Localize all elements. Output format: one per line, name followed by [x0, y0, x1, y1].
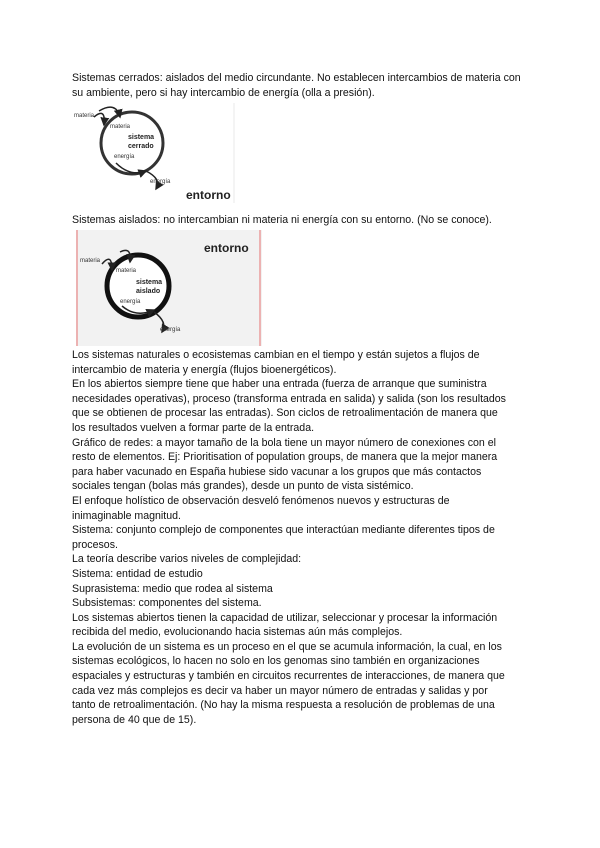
body-text — [72, 348, 552, 727]
body-line: Sistema: conjunto complejo de componentes que interactúan mediante diferentes tipos de — [72, 524, 495, 537]
closed-system-paragraph: Sistemas cerrados: aislados del medio circundante. No establecen intercambios de materia con su ambiente, pero si hay intercambio de energía (olla a presión). — [72, 72, 521, 99]
body-line: resto de elementos. Ej: Prioritisation of population groups, de manera que la mejor manera — [72, 451, 498, 464]
body-line: tanto de retroalimentación. (No hay la misma respuesta a resolución de problemas de una — [72, 699, 495, 712]
body-line: El enfoque holístico de observación desveló fenómenos nuevos y estructuras de — [72, 494, 450, 507]
system-label-line1: sistema — [128, 134, 155, 141]
materia-inner-label: materia — [116, 268, 137, 274]
materia-inner-label: materia — [110, 124, 131, 130]
body-line: recibida del medio, evolucionando hacia sistemas aún más complejos. — [72, 626, 403, 639]
body-line: La evolución de un sistema es un proceso en el que se acumula información, la cual, en los — [72, 640, 502, 653]
body-line: cada vez más complejos es decir va haber un mayor número de entradas y salidas y por — [72, 684, 488, 697]
energia-inner-label: energía — [114, 154, 135, 160]
body-line: necesidades operativas), proceso (transforma entrada en salida) y salida (son los resultados — [72, 392, 506, 405]
isolated-system-paragraph: Sistemas aislados: no intercambian ni materia ni energía con su entorno. (No se conoce). — [72, 214, 492, 226]
materia-in-label: materia — [80, 258, 101, 264]
body-line: los resultados vuelven a formar parte de la entrada. — [72, 421, 315, 434]
energia-out-label: energía — [150, 179, 171, 185]
body-line: Suprasistema: medio que rodea al sistema — [72, 582, 273, 595]
body-line: Sistema: entidad de estudio — [72, 567, 203, 580]
energia-inner-label: energía — [120, 299, 141, 305]
body-line: Subsistemas: componentes del sistema. — [72, 597, 262, 610]
materia-in-arrow — [94, 113, 104, 125]
body-line: En los abiertos siempre tiene que haber una entrada (fuerza de arranque que suministra — [72, 378, 487, 391]
body-line: Los sistemas naturales o ecosistemas cambian en el tiempo y están sujetos a flujos de — [72, 349, 480, 361]
system-circle — [107, 255, 169, 317]
body-line: procesos. — [72, 538, 118, 551]
body-line: La teoría describe varios niveles de complejidad: — [72, 553, 302, 566]
body-line: persona de 40 que de 15). — [72, 713, 197, 726]
energia-out-label: energía — [160, 327, 181, 333]
system-label-line2: aislado — [136, 288, 161, 295]
body-line: sociales tengan (bolas más grandes), desde un punto de vista sistémico. — [72, 480, 414, 493]
isolated-system-diagram — [76, 230, 262, 346]
body-line: para haber vacunado en España hubiese sido vacunar a los grupos que más contactos — [72, 465, 482, 478]
closed-system-diagram — [72, 103, 242, 203]
body-line: espaciales y estructuras y también en circuitos recurrentes de interacciones, de manera que — [72, 670, 505, 683]
system-label-line2: cerrado — [128, 143, 154, 150]
environment-label: entorno — [204, 241, 249, 255]
environment-label: entorno — [186, 188, 231, 202]
body-line: Gráfico de redes: a mayor tamaño de la bola tiene un mayor número de conexiones con el — [72, 436, 496, 449]
body-line: que se obtienen de procesar las entradas). Son ciclos de retroalimentación de manera que — [72, 407, 498, 420]
body-line: Los sistemas abiertos tienen la capacidad de utilizar, seleccionar y procesar la información — [72, 611, 498, 624]
body-line: intercambio de materia y energía (flujos bioenergéticos). — [72, 363, 337, 376]
system-label-line1: sistema — [136, 279, 163, 286]
body-line: inimaginable magnitud. — [72, 509, 181, 522]
materia-in-label: materia — [74, 113, 95, 119]
body-line: sistemas ecológicos, lo hacen no solo en los genomas sino también en organizaciones — [72, 655, 480, 668]
